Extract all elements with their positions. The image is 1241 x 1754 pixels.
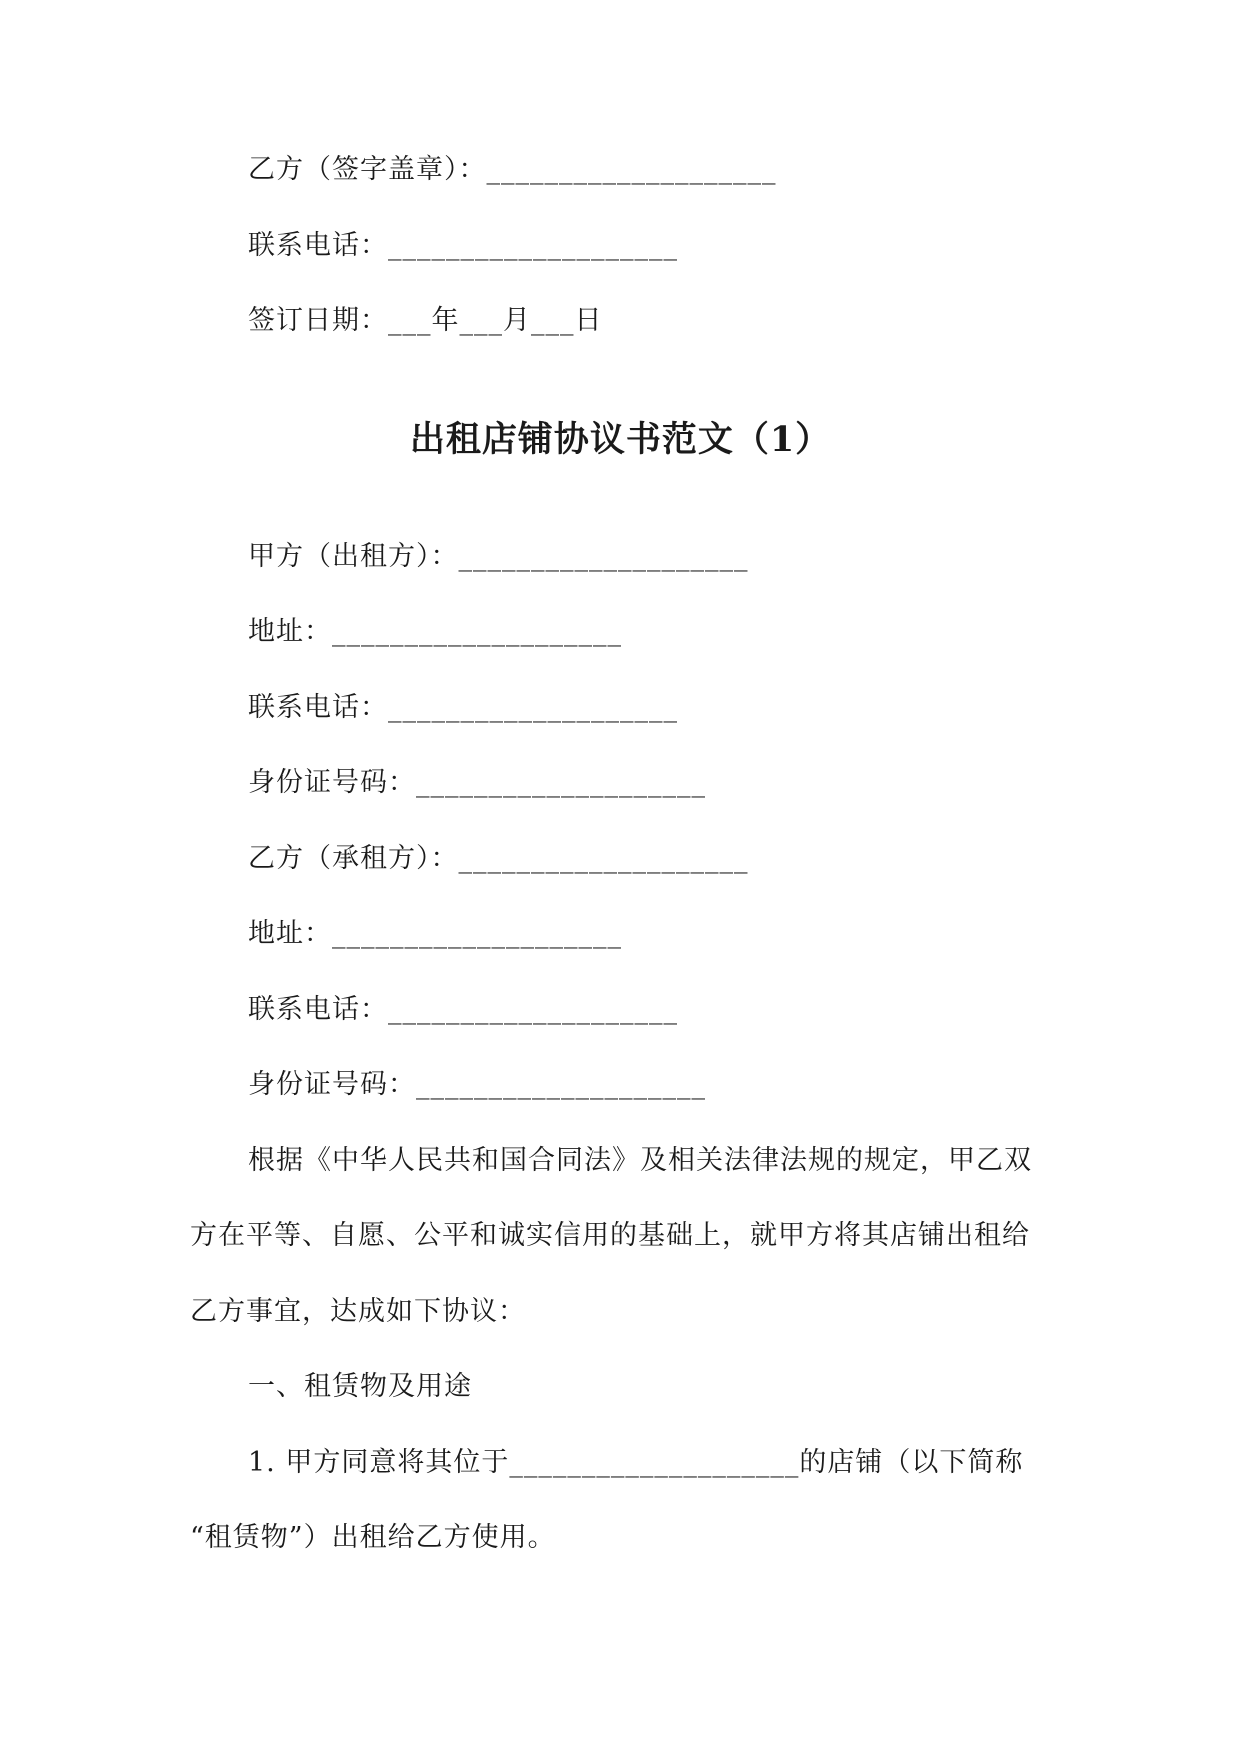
party-a-address-line: 地址：____________________ xyxy=(248,616,622,647)
section-1-heading: 一、租赁物及用途 xyxy=(248,1371,472,1402)
preamble-line-2: 方在平等、自愿、公平和诚实信用的基础上，就甲方将其店铺出租给 xyxy=(190,1220,1030,1251)
section-1-item-1-line-1: 1. 甲方同意将其位于____________________的店铺（以下简称 xyxy=(248,1447,1024,1478)
document-title: 出租店铺协议书范文（1） xyxy=(409,419,832,460)
party-b-phone-line: 联系电话：____________________ xyxy=(248,994,678,1025)
preamble-line-3: 乙方事宜，达成如下协议： xyxy=(190,1296,526,1327)
party-b-address-line: 地址：____________________ xyxy=(248,918,622,949)
section-1-item-1-line-2: “租赁物”）出租给乙方使用。 xyxy=(190,1522,556,1553)
party-b-signature-line: 乙方（签字盖章）：____________________ xyxy=(248,154,777,185)
party-b-id-line: 身份证号码：____________________ xyxy=(248,1069,706,1100)
party-a-name-line: 甲方（出租方）：____________________ xyxy=(248,541,749,572)
contact-phone-line: 联系电话：____________________ xyxy=(248,230,678,261)
party-a-id-line: 身份证号码：____________________ xyxy=(248,767,706,798)
party-a-phone-line: 联系电话：____________________ xyxy=(248,692,678,723)
party-b-name-line: 乙方（承租方）：____________________ xyxy=(248,843,749,874)
preamble-line-1: 根据《中华人民共和国合同法》及相关法律法规的规定，甲乙双 xyxy=(248,1145,1032,1176)
sign-date-line: 签订日期：___年___月___日 xyxy=(248,305,603,336)
